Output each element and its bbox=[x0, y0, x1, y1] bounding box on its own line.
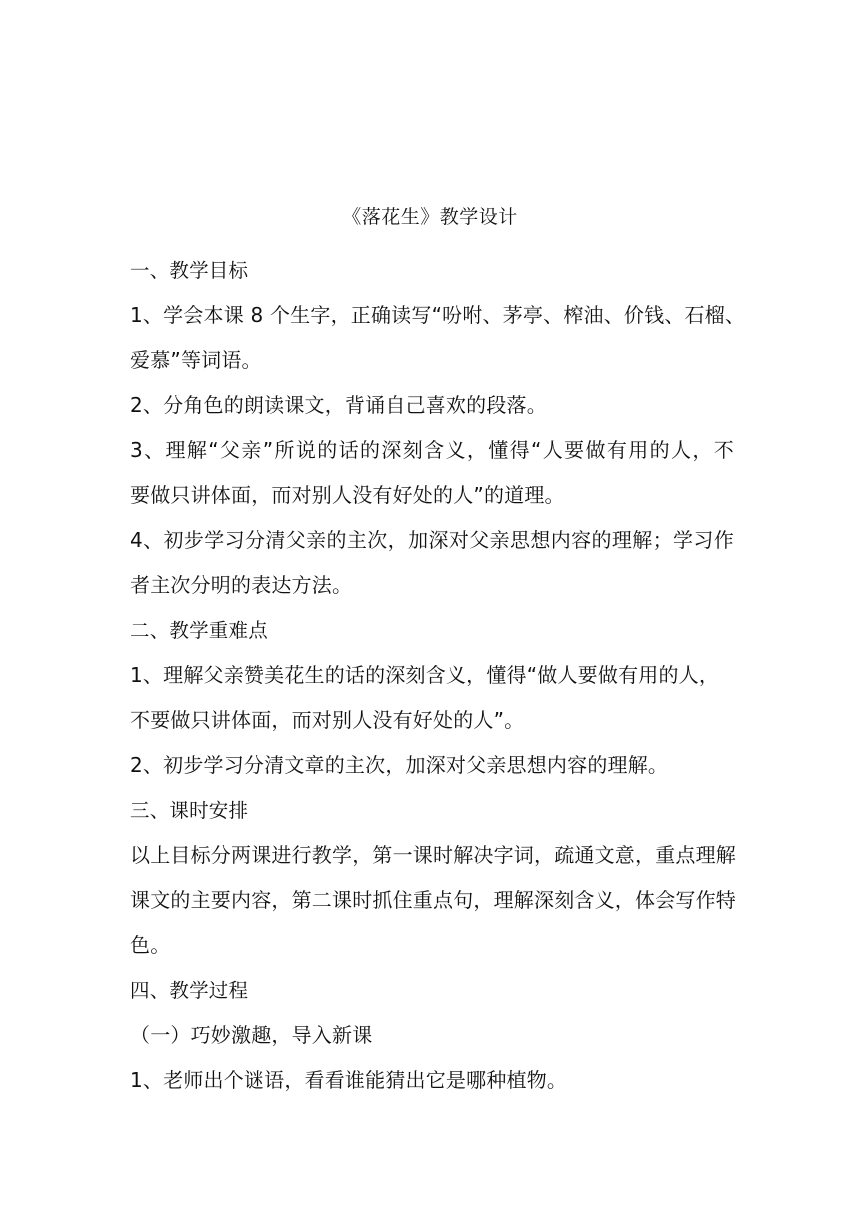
key-point-1-line-2: 不要做只讲体面，而对别人没有好处的人”。 bbox=[130, 708, 525, 732]
document-title: 《落花生》教学设计 bbox=[342, 206, 518, 228]
objective-3-line-1: 3、理解“父亲”所说的话的深刻含义，懂得“人要做有用的人，不 bbox=[130, 438, 734, 462]
objective-2: 2、分角色的朗读课文，背诵自己喜欢的段落。 bbox=[130, 393, 547, 417]
objective-1-line-2: 爱慕”等词语。 bbox=[130, 348, 262, 372]
schedule-paragraph-line-2: 课文的主要内容，第二课时抓住重点句，理解深刻含义，体会写作特 bbox=[130, 888, 736, 912]
document-body bbox=[130, 248, 746, 1103]
section-heading-process: 四、教学过程 bbox=[130, 979, 249, 1002]
objective-4-line-1: 4、初步学习分清父亲的主次，加深对父亲思想内容的理解；学习作 bbox=[130, 528, 734, 552]
process-step-1: 1、老师出个谜语，看看谁能猜出它是哪种植物。 bbox=[130, 1068, 568, 1092]
section-heading-key-points: 二、教学重难点 bbox=[130, 619, 268, 642]
objective-3-line-2: 要做只讲体面，而对别人没有好处的人”的道理。 bbox=[130, 483, 565, 507]
key-point-2: 2、初步学习分清文章的主次，加深对父亲思想内容的理解。 bbox=[130, 753, 669, 777]
section-heading-objectives: 一、教学目标 bbox=[130, 259, 249, 282]
key-point-1-line-1: 1、理解父亲赞美花生的话的深刻含义，懂得“做人要做有用的人， bbox=[130, 663, 720, 687]
schedule-paragraph-line-1: 以上目标分两课进行教学，第一课时解决字词，疏通文意，重点理解 bbox=[130, 843, 736, 867]
process-subheading-1: （一）巧妙激趣，导入新课 bbox=[130, 1023, 373, 1047]
objective-4-line-2: 者主次分明的表达方法。 bbox=[130, 573, 353, 597]
objective-1-line-1: 1、学会本课 8 个生字，正确读写“吩咐、茅亭、榨油、价钱、石榴、 bbox=[130, 303, 746, 327]
schedule-paragraph-line-3: 色。 bbox=[130, 933, 171, 957]
section-heading-schedule: 三、课时安排 bbox=[130, 799, 249, 822]
